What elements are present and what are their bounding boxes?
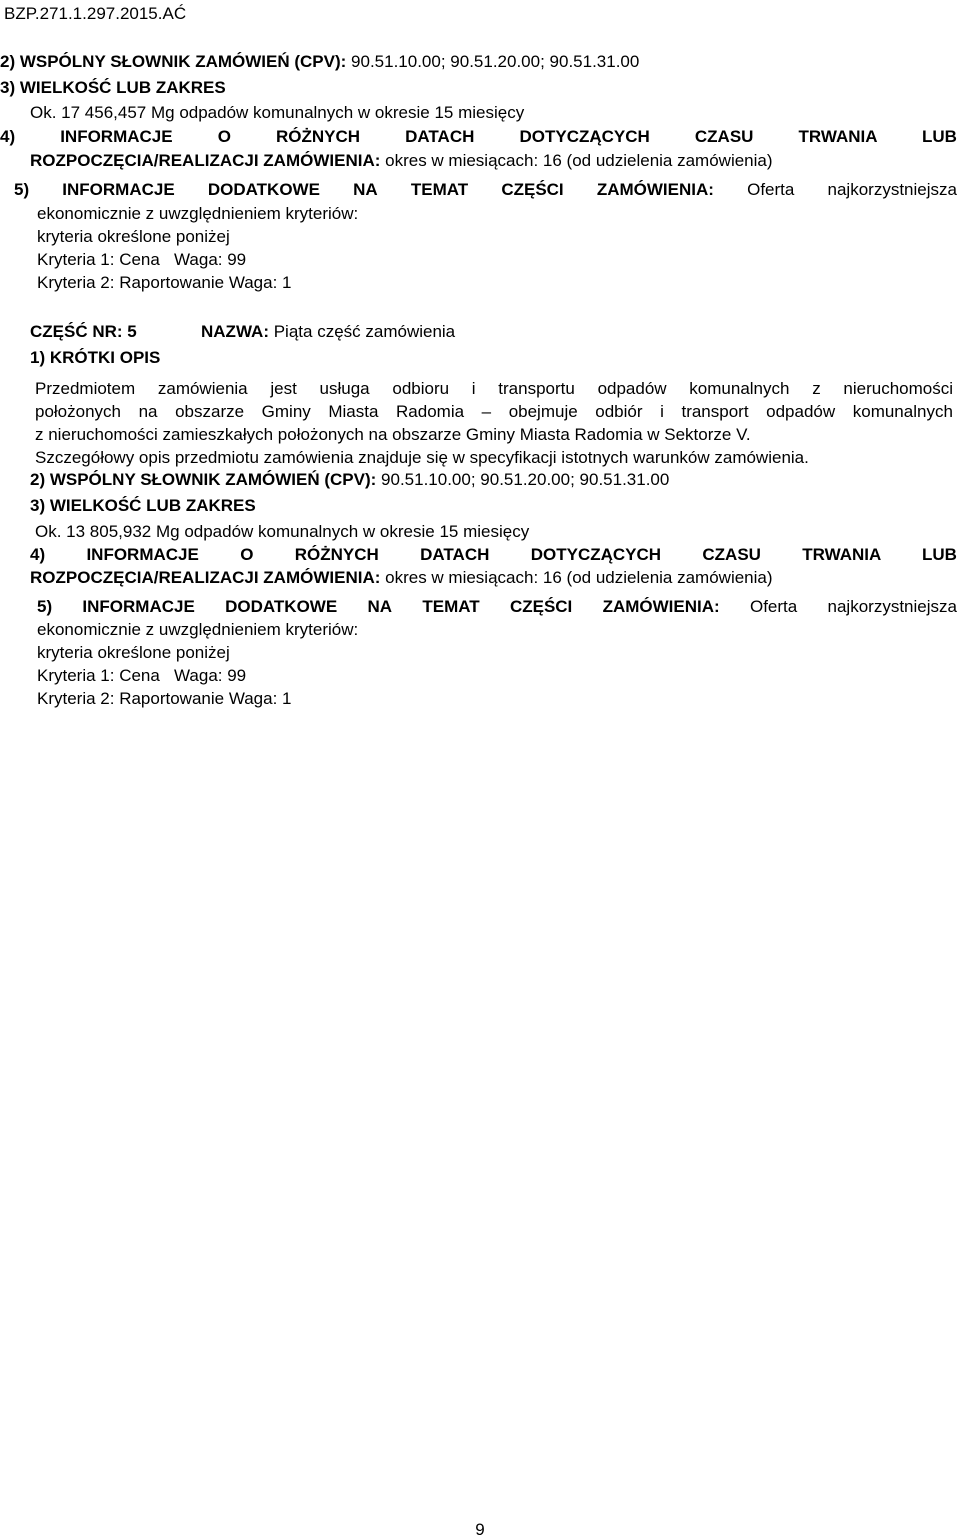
dates-heading-line1	[0, 127, 957, 147]
word: Gminy	[261, 402, 311, 421]
desc-line-2	[35, 402, 953, 422]
word: NA	[367, 597, 393, 616]
word: O	[217, 127, 231, 146]
word: O	[240, 545, 254, 564]
word: DOTYCZĄCYCH	[530, 545, 662, 564]
word: 4)	[0, 127, 16, 146]
word: CZĘŚCI	[509, 597, 573, 616]
word: Radomia	[396, 402, 465, 421]
word: TRWANIA	[802, 545, 881, 564]
word: ZAMÓWIENIA:	[602, 597, 720, 616]
word: 4)	[30, 545, 46, 564]
scope-heading: 3) WIELKOŚĆ LUB ZAKRES	[0, 78, 226, 97]
word: RÓŻNYCH	[276, 127, 361, 146]
dates-heading-line2	[30, 568, 773, 588]
word: CZASU	[694, 127, 754, 146]
word: DATACH	[405, 127, 475, 146]
desc-line-4: Szczegółowy opis przedmiotu zamówienia znajduje się w specyfikacji istotnych warunków zamówienia.	[35, 448, 809, 467]
word: nieruchomości	[843, 379, 954, 398]
extra-heading	[14, 180, 957, 200]
cpv-line	[30, 470, 669, 490]
word: TEMAT	[422, 597, 480, 616]
desc-line-1	[35, 379, 953, 399]
word: Oferta	[749, 597, 798, 616]
criteria-2: Kryteria 2: Raportowanie Waga: 1	[37, 273, 292, 292]
dates-value: okres w miesiącach: 16 (od udzielenia zamówienia)	[385, 568, 773, 587]
document-reference: BZP.271.1.297.2015.AĆ	[4, 4, 187, 23]
word: INFORMACJE	[60, 127, 173, 146]
criteria-2: Kryteria 2: Raportowanie Waga: 1	[37, 689, 292, 708]
word: odpadów	[597, 379, 667, 398]
word: ZAMÓWIENIA:	[596, 180, 714, 199]
word: TEMAT	[410, 180, 469, 199]
desc-line-3: z nieruchomości zamieszkałych położonych na obszarze Gminy Miasta Radomia w Sektorze V.	[35, 425, 751, 444]
part-name	[201, 322, 455, 342]
dates-label: ROZPOCZĘCIA/REALIZACJI ZAMÓWIENIA:	[30, 568, 381, 587]
cpv-label: 2) WSPÓLNY SŁOWNIK ZAMÓWIEŃ (CPV):	[0, 52, 347, 71]
word: i	[471, 379, 476, 398]
word: LUB	[922, 545, 957, 564]
part-number: CZĘŚĆ NR: 5	[30, 322, 137, 341]
criteria-1: Kryteria 1: Cena Waga: 99	[37, 250, 247, 269]
word: RÓŻNYCH	[294, 545, 379, 564]
word: INFORMACJE	[86, 545, 199, 564]
word: najkorzystniejsza	[827, 597, 957, 616]
word: położonych	[35, 402, 122, 421]
word: odbioru	[392, 379, 450, 398]
word: DODATKOWE	[207, 180, 320, 199]
word: odbiór	[595, 402, 643, 421]
word: 5)	[14, 180, 30, 199]
word: INFORMACJE	[82, 597, 195, 616]
extra-line: kryteria określone poniżej	[37, 643, 230, 662]
dates-label: ROZPOCZĘCIA/REALIZACJI ZAMÓWIENIA:	[30, 151, 381, 170]
dates-heading-line1	[30, 545, 957, 565]
dates-value: okres w miesiącach: 16 (od udzielenia zamówienia)	[385, 151, 773, 170]
word: NA	[353, 180, 378, 199]
word: Przedmiotem	[35, 379, 136, 398]
word: Miasta	[328, 402, 379, 421]
word: obszarze	[175, 402, 245, 421]
scope-text: Ok. 13 805,932 Mg odpadów komunalnych w okresie 15 miesięcy	[35, 522, 530, 541]
dates-heading-line2	[30, 151, 773, 171]
word: zamówienia	[157, 379, 248, 398]
scope-heading: 3) WIELKOŚĆ LUB ZAKRES	[30, 496, 256, 515]
word: jest	[270, 379, 297, 398]
page-number: 9	[475, 1520, 485, 1539]
extra-line: kryteria określone poniżej	[37, 227, 230, 246]
short-desc-heading: 1) KRÓTKI OPIS	[30, 348, 161, 367]
word: –	[481, 402, 492, 421]
word: komunalnych	[689, 379, 790, 398]
word: Oferta	[747, 180, 795, 199]
word: najkorzystniejsza	[827, 180, 957, 199]
word: LUB	[922, 127, 957, 146]
word: na	[138, 402, 158, 421]
word: CZASU	[702, 545, 761, 564]
word: komunalnych	[852, 402, 953, 421]
word: usługa	[319, 379, 370, 398]
cpv-line	[0, 52, 639, 72]
cpv-value: 90.51.10.00; 90.51.20.00; 90.51.31.00	[351, 52, 640, 71]
word: i	[660, 402, 664, 421]
word: DODATKOWE	[225, 597, 338, 616]
cpv-value: 90.51.10.00; 90.51.20.00; 90.51.31.00	[381, 470, 670, 489]
word: CZĘŚCI	[501, 180, 564, 199]
name-label: NAZWA:	[201, 322, 269, 341]
word: obejmuje	[508, 402, 578, 421]
extra-heading	[37, 597, 957, 617]
word: odpadów	[766, 402, 836, 421]
extra-line: ekonomicznie z uwzględnieniem kryteriów:	[37, 620, 359, 639]
word: DATACH	[420, 545, 490, 564]
name-value: Piąta część zamówienia	[273, 322, 456, 341]
criteria-1: Kryteria 1: Cena Waga: 99	[37, 666, 247, 685]
word: transport	[681, 402, 749, 421]
extra-line: ekonomicznie z uwzględnieniem kryteriów:	[37, 204, 359, 223]
scope-text: Ok. 17 456,457 Mg odpadów komunalnych w okresie 15 miesięcy	[30, 103, 525, 122]
word: INFORMACJE	[62, 180, 175, 199]
word: 5)	[37, 597, 53, 616]
word: transportu	[498, 379, 575, 398]
word: DOTYCZĄCYCH	[519, 127, 650, 146]
word: z	[812, 379, 821, 398]
cpv-label: 2) WSPÓLNY SŁOWNIK ZAMÓWIEŃ (CPV):	[30, 470, 377, 489]
word: TRWANIA	[798, 127, 877, 146]
